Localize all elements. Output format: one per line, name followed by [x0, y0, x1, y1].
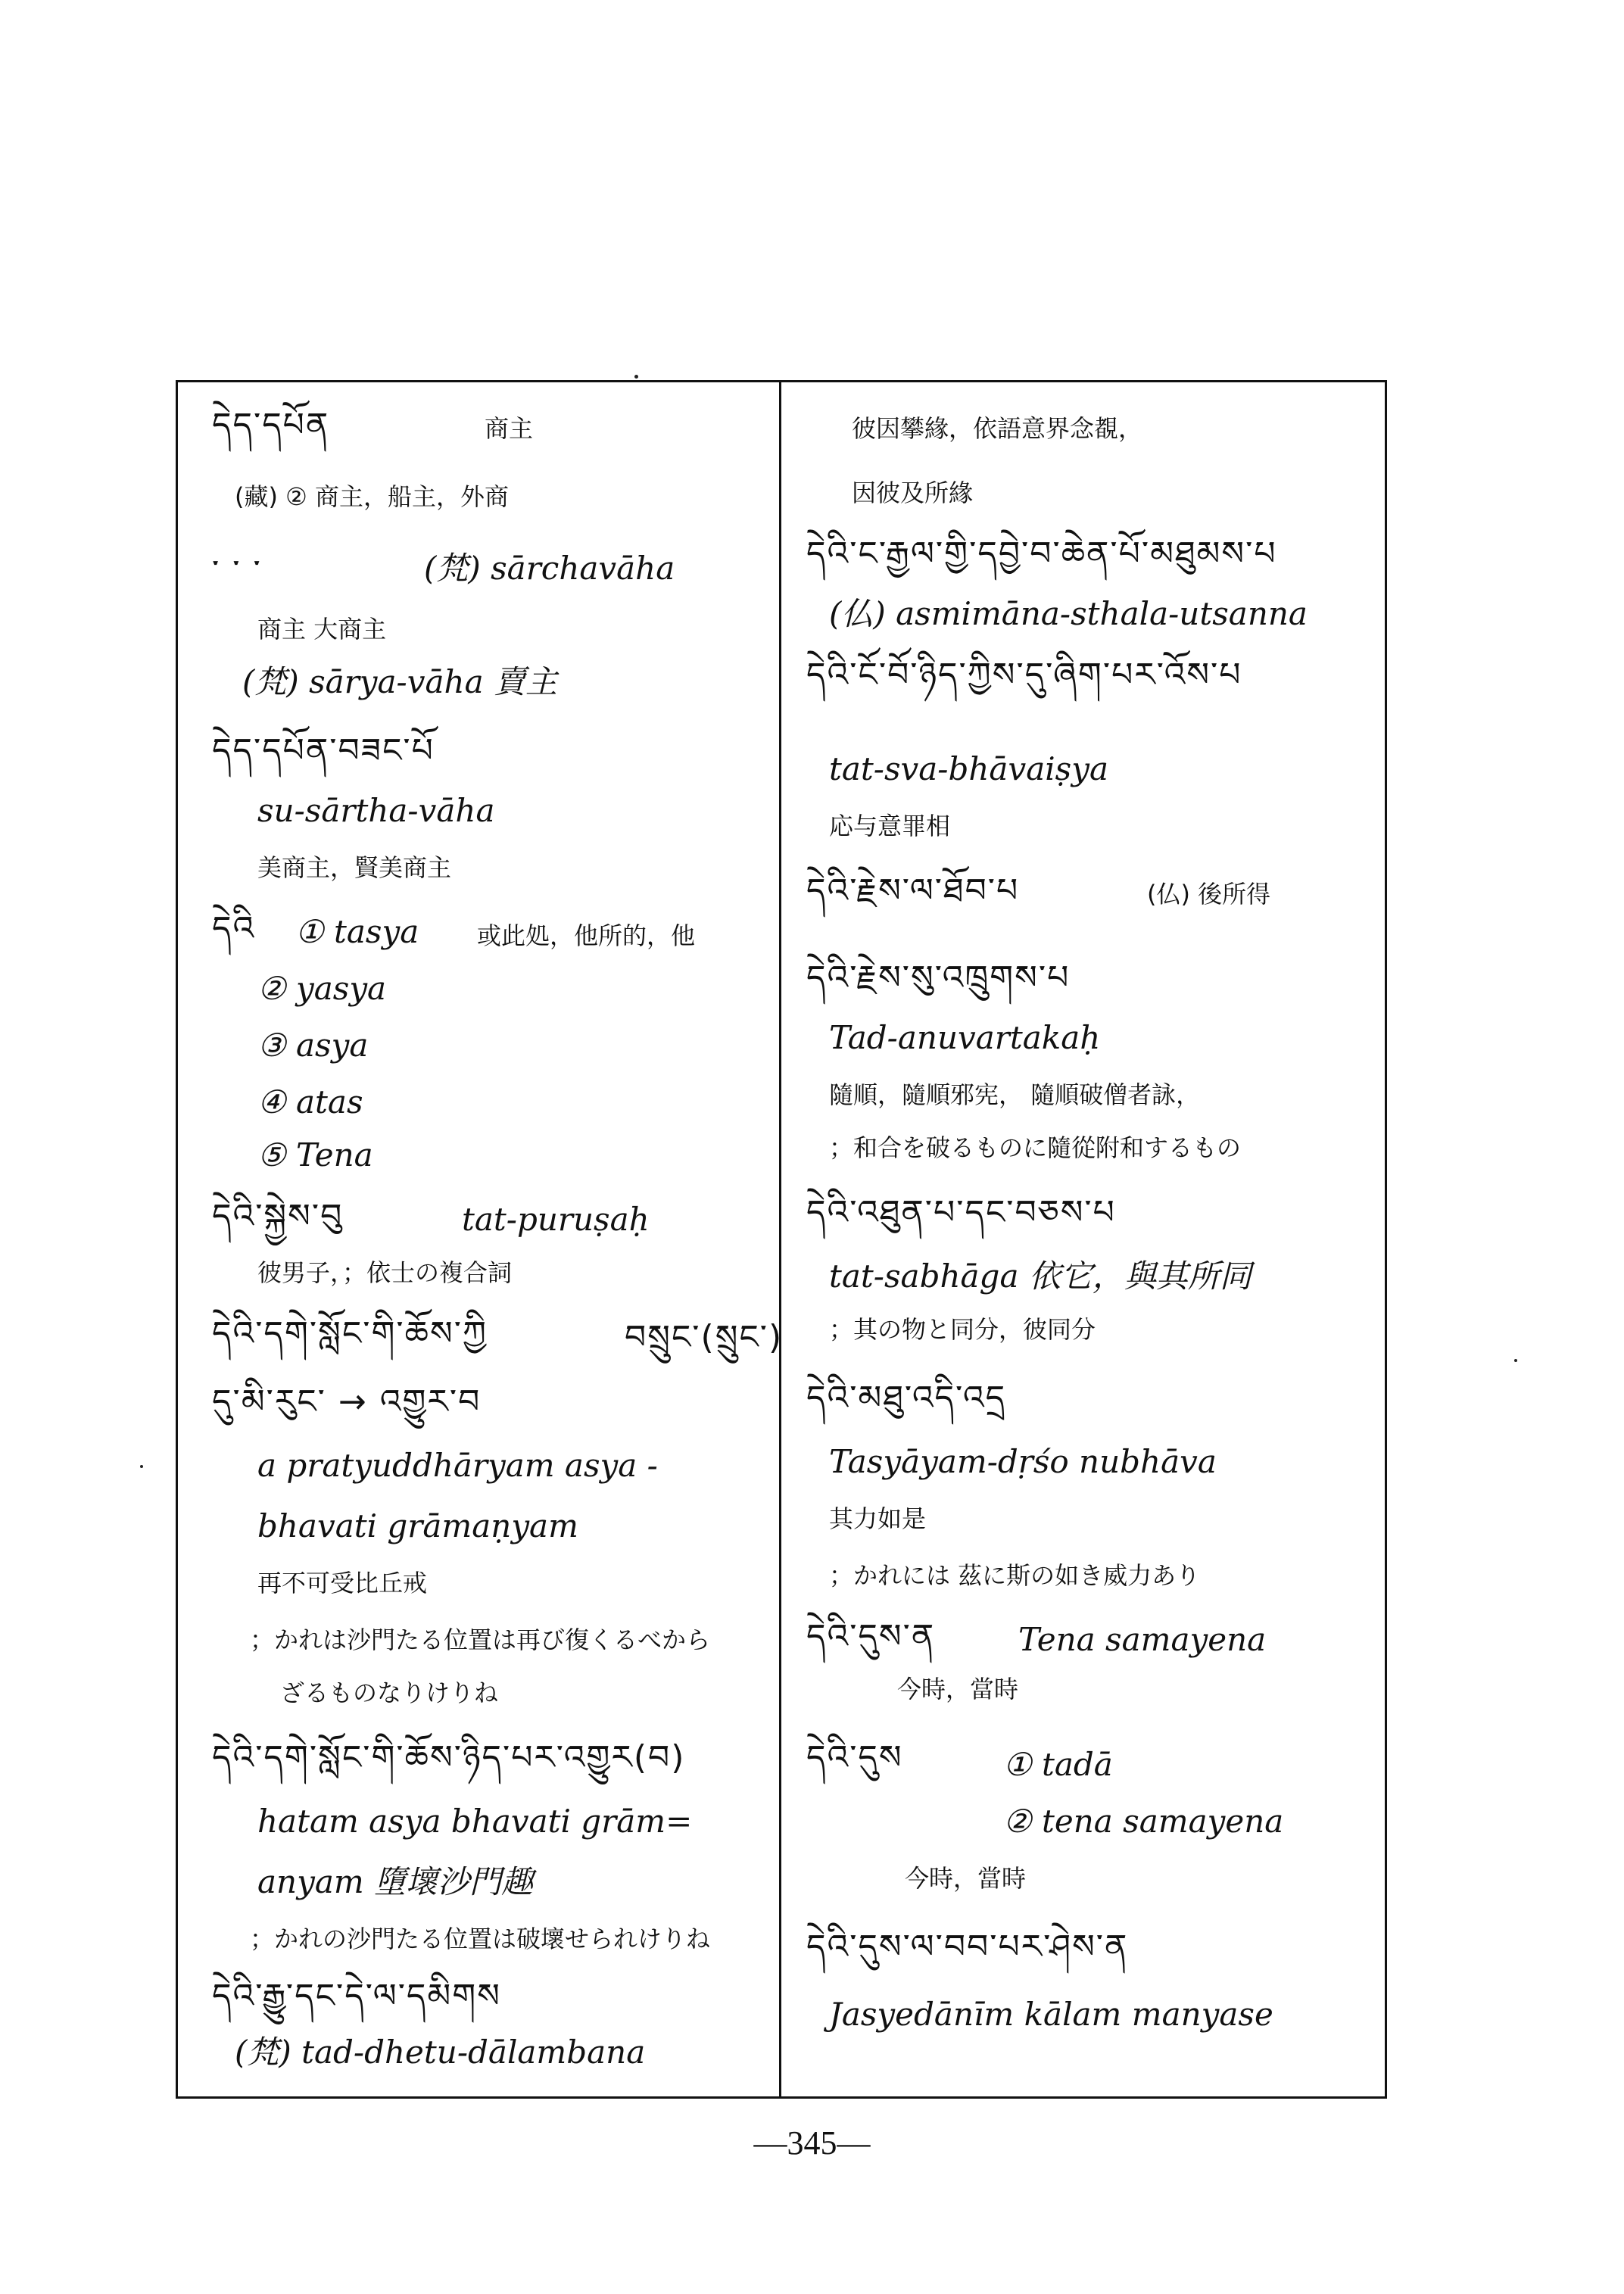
right-entry-tib: དེའི་མཐུ་འདི་འདྲ	[806, 1379, 1007, 1417]
left-entry-cjk: ；かれは沙門たる位置は再び復くるべから	[250, 1625, 711, 1654]
right-entry-cjk: ；かれには 茲に斯の如き威力あり	[829, 1561, 1201, 1590]
right-entry-cjk: 応与意罪相	[829, 812, 951, 840]
left-entry-skt: bhavati grāmaṇyam	[257, 1507, 578, 1544]
column-divider	[779, 380, 781, 2099]
right-entry-skt: Tad-anuvartakaḥ	[829, 1019, 1101, 1056]
left-entry-tib: དེའི་དགེ་སློང་གི་ཆོས་ཉིད་པར་འགྱུར(བ)	[212, 1738, 686, 1777]
right-entry-skt: ① tadā	[1003, 1746, 1113, 1783]
left-entry-tib: བསྲུང་(སྲུང་)	[625, 1318, 784, 1357]
left-entry-tib: དེད་དཔོན	[212, 406, 330, 444]
left-entry-skt: su-sārtha-vāha	[257, 792, 495, 829]
left-entry-cjk: (藏) ② 商主，船主，外商	[235, 482, 510, 511]
left-entry-skt: a pratyuddhāryam asya -	[257, 1447, 658, 1484]
right-entry-tib: དེའི་ངོ་བོ་ཉིད་ཀྱིས་དུ་ཞིག་པར་འོས་པ	[806, 656, 1242, 694]
right-entry-skt: Tena samayena	[1018, 1621, 1267, 1658]
left-entry-cjk: 美商主，賢美商主	[257, 853, 452, 882]
page-number: —345—	[753, 2124, 871, 2162]
left-entry-tib: དེའི	[212, 909, 256, 948]
right-entry-tib: དེའི་དུས	[806, 1738, 903, 1777]
left-entry-tib: ་ ་ ་	[212, 553, 262, 592]
left-entry-tib: དེད་དཔོན་བཟང་པོ	[212, 731, 435, 770]
scan-speck	[634, 375, 638, 379]
right-entry-tib: དེའི་རྗེས་སུ་འཁྲུགས་པ	[806, 958, 1071, 997]
right-entry-skt: tat-sva-bhāvaiṣya	[829, 750, 1108, 787]
left-entry-tib: དེའི་སྐྱེས་བུ	[212, 1197, 344, 1236]
right-entry-tib: དེའི་ང་རྒྱལ་གྱི་དབྱེ་བ་ཆེན་པོ་མཐུམས་པ	[806, 535, 1277, 573]
right-entry-tib: དེའི་དུས་ན	[806, 1617, 936, 1656]
right-entry-cjk: ；和合を破るものに隨從附和するもの	[829, 1133, 1242, 1162]
right-entry-cjk: 今時，當時	[905, 1864, 1027, 1893]
right-entry-cjk: 因彼及所緣	[852, 478, 974, 507]
right-entry-skt: Jasyedānīm kālam manyase	[829, 1996, 1273, 2033]
right-entry-cjk: 隨順，隨順邪宪， 隨順破僧者詠，	[829, 1080, 1201, 1109]
left-entry-skt: ④ atas	[257, 1083, 363, 1121]
left-entry-skt: hatam asya bhavati grām=	[257, 1803, 693, 1840]
right-entry-cjk: 彼因攀緣，依語意界念覩，	[852, 414, 1143, 443]
scan-speck	[1514, 1359, 1517, 1362]
left-entry-skt: tat-puruṣaḥ	[462, 1201, 650, 1238]
right-entry-skt: tat-sabhāga 依它，與其所同	[829, 1258, 1252, 1295]
scan-speck	[140, 1465, 143, 1468]
left-entry-tib: དུ་མི་རུང་ → འགྱུར་བ	[212, 1382, 482, 1421]
left-entry-cjk: 商主	[485, 414, 534, 443]
right-entry-cjk: 其力如是	[829, 1504, 927, 1533]
right-entry-cjk: ；其の物と同分，彼同分	[829, 1315, 1096, 1344]
left-entry-skt: ① tasya	[295, 913, 419, 950]
left-entry-tib: དེའི་རྒྱུ་དང་དེ་ལ་དམིགས	[212, 1977, 501, 2015]
left-entry-cjk: ざるものなりけりね	[280, 1678, 499, 1707]
left-entry-skt: (梵) sārya-vāha 賣主	[242, 663, 557, 700]
left-entry-skt: ⑤ Tena	[257, 1136, 373, 1173]
left-entry-skt: (梵) sārchavāha	[424, 550, 675, 587]
right-entry-tib: དེའི་རྗེས་ལ་ཐོབ་པ	[806, 871, 1020, 910]
left-entry-cjk: 再不可受比丘戒	[257, 1569, 428, 1597]
right-entry-skt: (仏) asmimāna-sthala-utsanna	[829, 595, 1308, 632]
left-entry-skt: (梵) tad-dhetu-dālambana	[235, 2034, 646, 2071]
left-entry-skt: anyam 墮壞沙門趣	[257, 1863, 534, 1900]
right-entry-skt: ② tena samayena	[1003, 1803, 1284, 1840]
left-entry-cjk: 商主 大商主	[257, 615, 387, 644]
right-entry-tib: དེའི་དུས་ལ་བབ་པར་ཤེས་ན	[806, 1928, 1129, 1966]
left-entry-cjk: 或此処，他所的，他	[477, 921, 696, 950]
right-entry-skt: Tasyāyam-dṛśo nubhāva	[829, 1443, 1217, 1480]
right-entry-cjk: 今時，當時	[897, 1675, 1019, 1703]
left-entry-tib: དེའི་དགེ་སློང་གི་ཆོས་ཀྱི	[212, 1314, 488, 1353]
left-entry-cjk: ；かれの沙門たる位置は破壞せられけりね	[250, 1925, 711, 1953]
right-entry-cjk: (仏) 後所得	[1147, 880, 1271, 909]
right-entry-tib: དེའི་འཐུན་པ་དང་བཅས་པ	[806, 1193, 1116, 1232]
left-entry-cjk: 彼男子，；依士の複合詞	[257, 1258, 513, 1287]
left-entry-skt: ③ asya	[257, 1027, 369, 1064]
left-entry-skt: ② yasya	[257, 970, 387, 1007]
